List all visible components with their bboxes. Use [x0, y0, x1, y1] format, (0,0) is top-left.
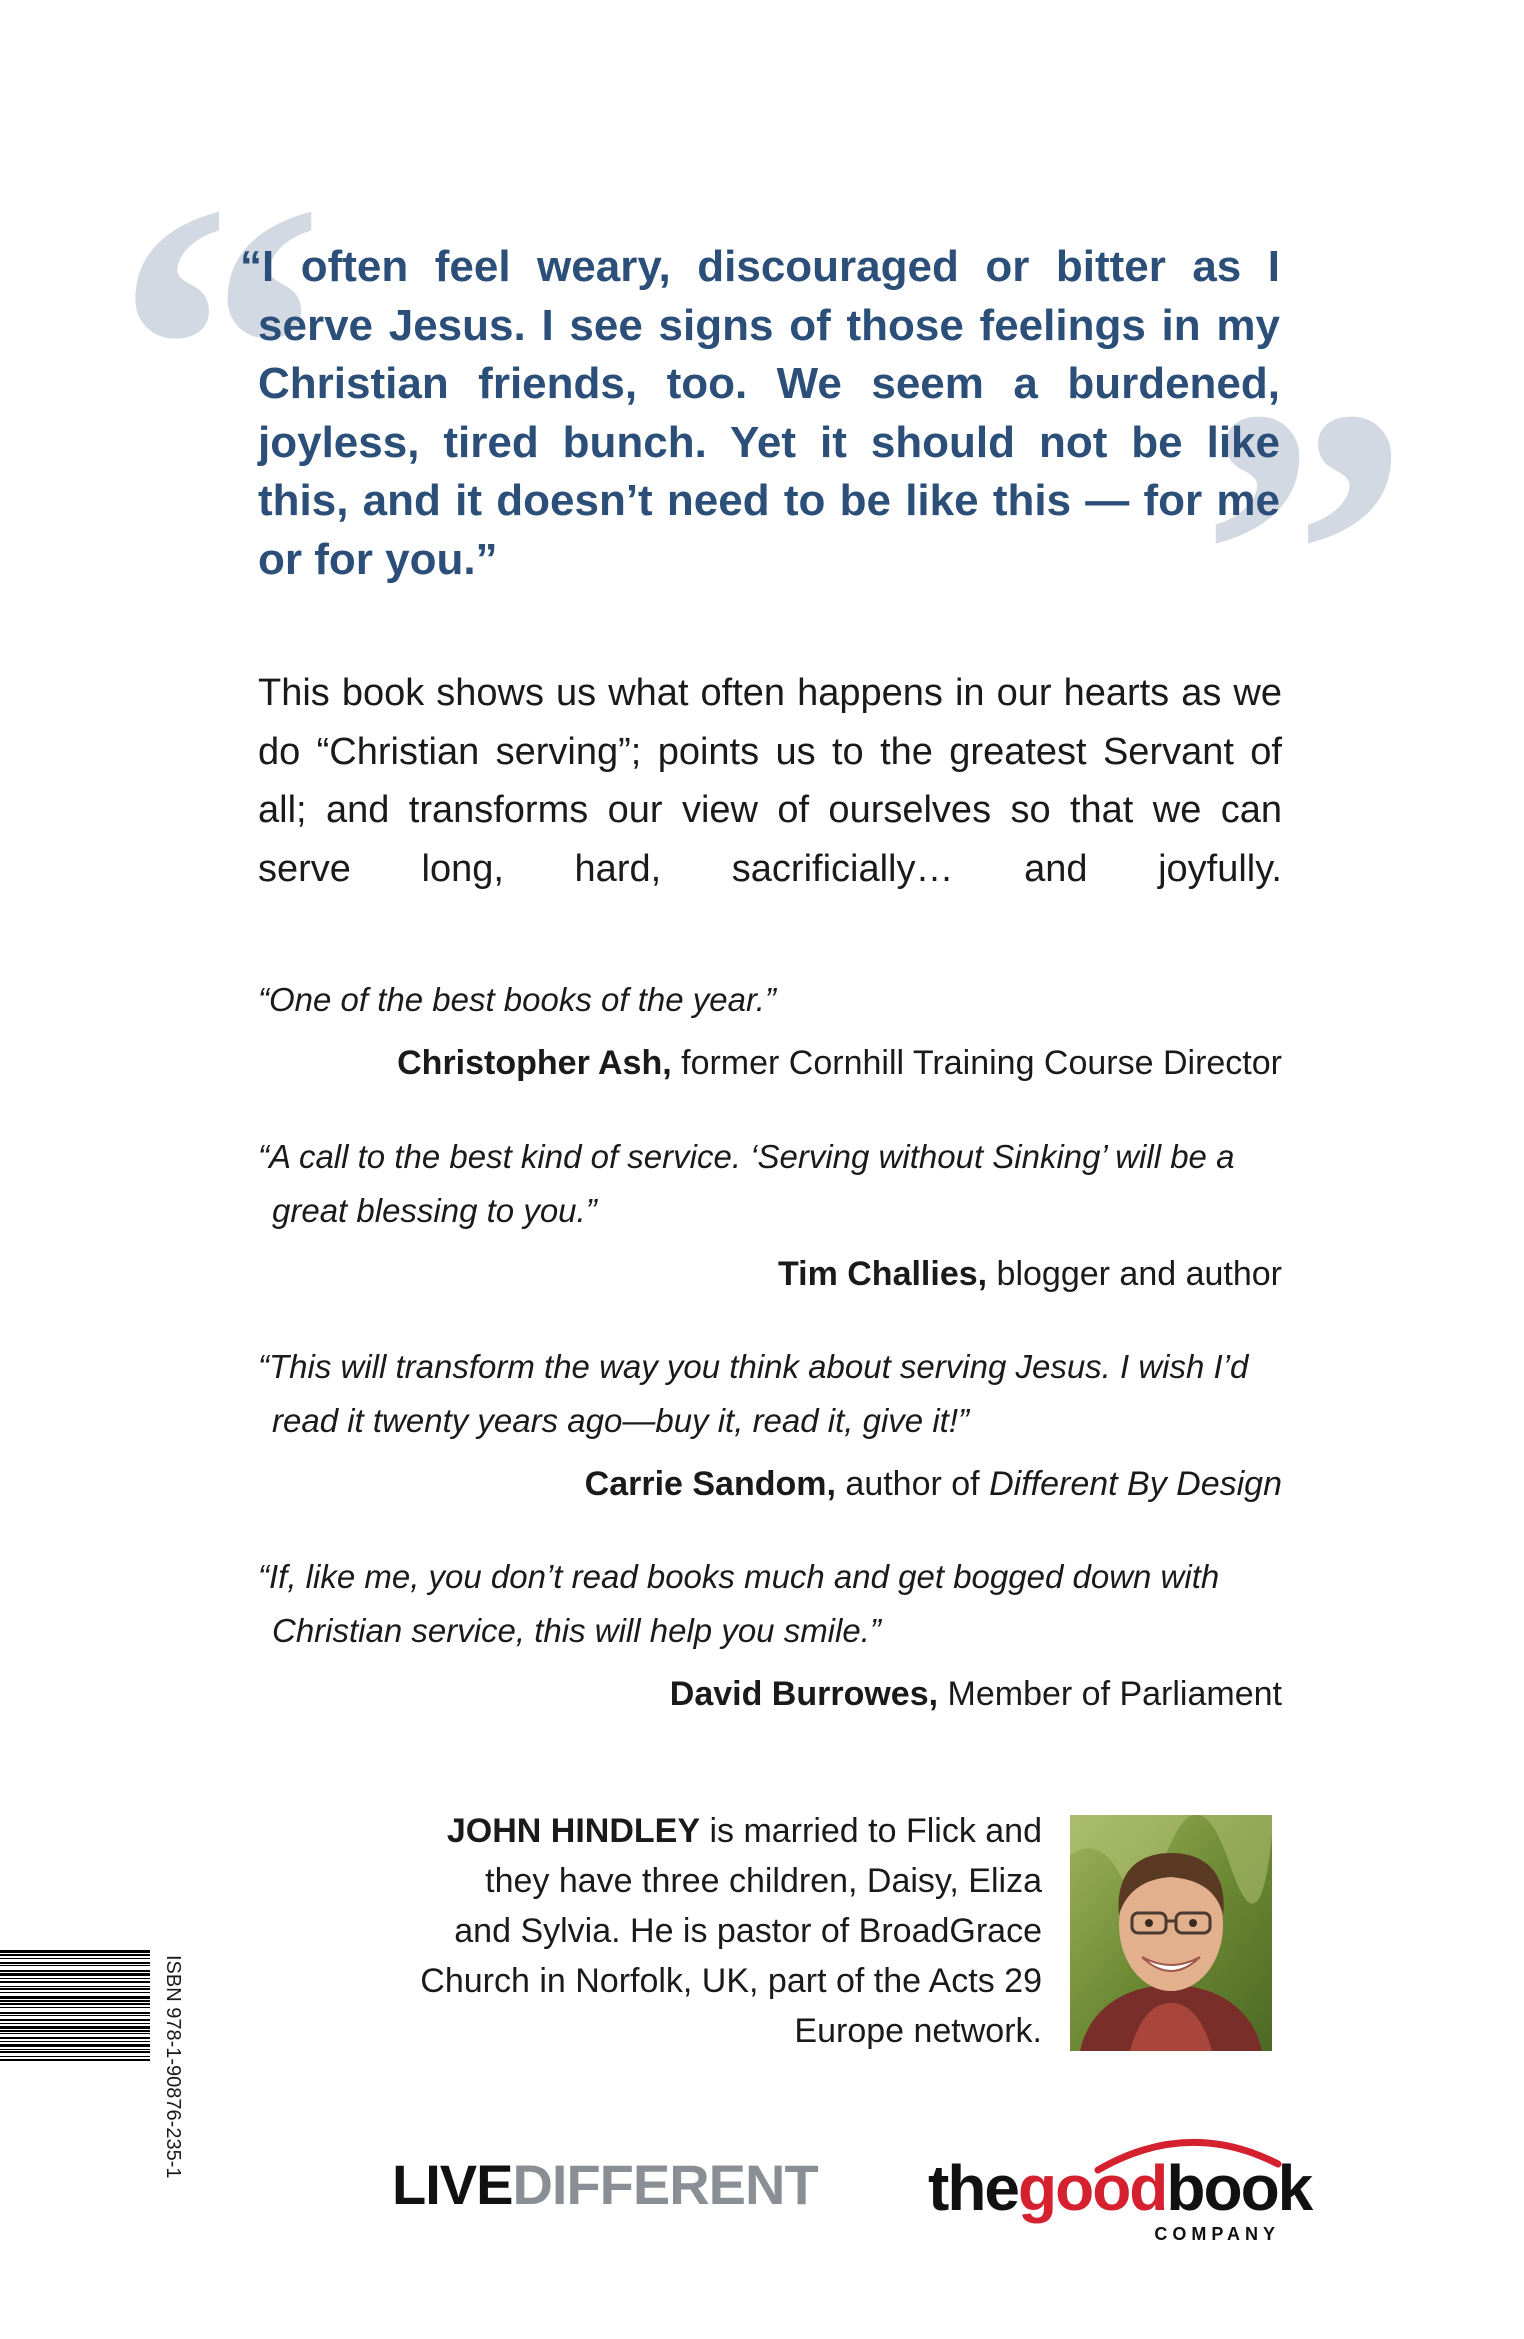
pull-quote: “I often feel weary, discouraged or bitter as I serve Jesus. I see signs of those feelings in my Christian friends, too. We seem a burdened, joyless, tired bunch. Yet it should not be like this, and it doesn’t need to be like this — for me or for you.” [240, 242, 1280, 584]
close-quote-mark: ” [1200, 322, 1410, 787]
book-blurb: This book shows us what often happens in our hearts as we do “Christian serving”; points us to the greatest Servant of all; and transforms our view of ourselves so that we can serve long, hard, sacrificially… and joyfully. [258, 672, 1282, 890]
isbn-text: ISBN 978-1-90876-235-1 [162, 1955, 184, 2179]
endorser-name: Tim Challies, [777, 1255, 988, 1293]
barcode-graphic [0, 1948, 162, 2200]
endorsement [258, 1130, 1282, 1300]
endorsement-attribution [258, 1037, 1282, 1089]
barcode-bar [0, 1973, 150, 1976]
barcode-bar [0, 2056, 150, 2057]
publisher-logo-wordmark [928, 2152, 1312, 2224]
barcode [0, 1948, 162, 2200]
barcode-bar [0, 1992, 150, 1993]
barcode-bar [0, 1962, 150, 1964]
barcode-bar [0, 1970, 150, 1972]
barcode-bar [0, 2037, 150, 2039]
endorsement-attribution [258, 1458, 1282, 1510]
author-bio-text: is married to Flick and they have three children, Daisy, Eliza and Sylvia. He is pastor of BroadGrace Church in Norfolk, UK, part of the Acts 29 Europe network. [420, 1812, 1042, 2050]
author-portrait-image [1070, 1815, 1272, 2051]
isbn-label [152, 1955, 186, 2205]
barcode-bar [0, 2019, 150, 2021]
barcode-bar [0, 2041, 150, 2042]
barcode-bar [0, 2049, 150, 2050]
barcode-bar [0, 1958, 150, 1959]
barcode-bar [0, 2030, 150, 2032]
barcode-bar [0, 1978, 150, 1979]
barcode-bar [0, 2051, 150, 2053]
barcode-bar [0, 2033, 150, 2034]
barcode-bar [0, 2000, 150, 2002]
barcode-bar [0, 1996, 150, 1999]
barcode-bar [0, 2003, 150, 2005]
live-different-logo-part-live: LIVE [392, 2153, 513, 2216]
endorser-name: David Burrowes, [669, 1675, 939, 1713]
endorsement [258, 1550, 1282, 1720]
endorsement [258, 973, 1282, 1089]
barcode-bar [0, 2015, 150, 2016]
live-different-logo [392, 2153, 818, 2216]
barcode-bar [0, 1986, 150, 1987]
endorsement-quote: “A call to the best kind of service. ‘Serving without Sinking’ will be a great blessing to you.” [258, 1138, 1235, 1229]
open-quote-mark: “ [115, 117, 325, 582]
live-different-logo-part-different: DIFFERENT [512, 2153, 818, 2216]
publisher-logo [928, 2126, 1312, 2246]
barcode-bar [0, 2007, 150, 2008]
endorser-role: author of [845, 1465, 980, 1503]
endorser-role: former Cornhill Training Course Director [681, 1044, 1282, 1082]
author-name: JOHN HINDLEY [446, 1812, 700, 1850]
author-photo [1070, 1815, 1272, 2051]
endorsement-attribution [258, 1248, 1282, 1300]
publisher-logo-good: good [1018, 2152, 1167, 2224]
barcode-bar [0, 1950, 150, 1953]
endorser-name: Carrie Sandom, [584, 1465, 836, 1503]
barcode-bar [0, 1988, 150, 1990]
endorsement-quote: “One of the best books of the year.” [258, 981, 776, 1018]
barcode-bar [0, 1981, 150, 1983]
barcode-bar [0, 2059, 150, 2061]
barcode-bar [0, 2026, 150, 2029]
endorser-book-title: Different By Design [989, 1465, 1282, 1503]
publisher-logo-book: book [1166, 2152, 1312, 2224]
author-bio [420, 1806, 1042, 2056]
endorsement-quote: “If, like me, you don’t read books much and get bogged down with Christian service, this will help you smile.” [258, 1558, 1220, 1649]
barcode-bar [0, 2044, 150, 2047]
barcode-bar [0, 1965, 150, 1966]
endorsement-quote: “This will transform the way you think about serving Jesus. I wish I’d read it twenty years ago—buy it, read it, give it!” [258, 1348, 1249, 1439]
publisher-logo-the: the [928, 2152, 1018, 2224]
endorser-role: blogger and author [996, 1255, 1282, 1293]
barcode-bar [0, 2023, 150, 2024]
publisher-logo-company: COMPANY [1154, 2224, 1280, 2244]
endorsement [258, 1340, 1282, 1510]
endorsement-attribution [258, 1668, 1282, 1720]
barcode-bar [0, 2012, 150, 2014]
endorser-role: Member of Parliament [947, 1675, 1282, 1713]
endorser-name: Christopher Ash, [397, 1044, 672, 1082]
barcode-bar [0, 1954, 150, 1956]
